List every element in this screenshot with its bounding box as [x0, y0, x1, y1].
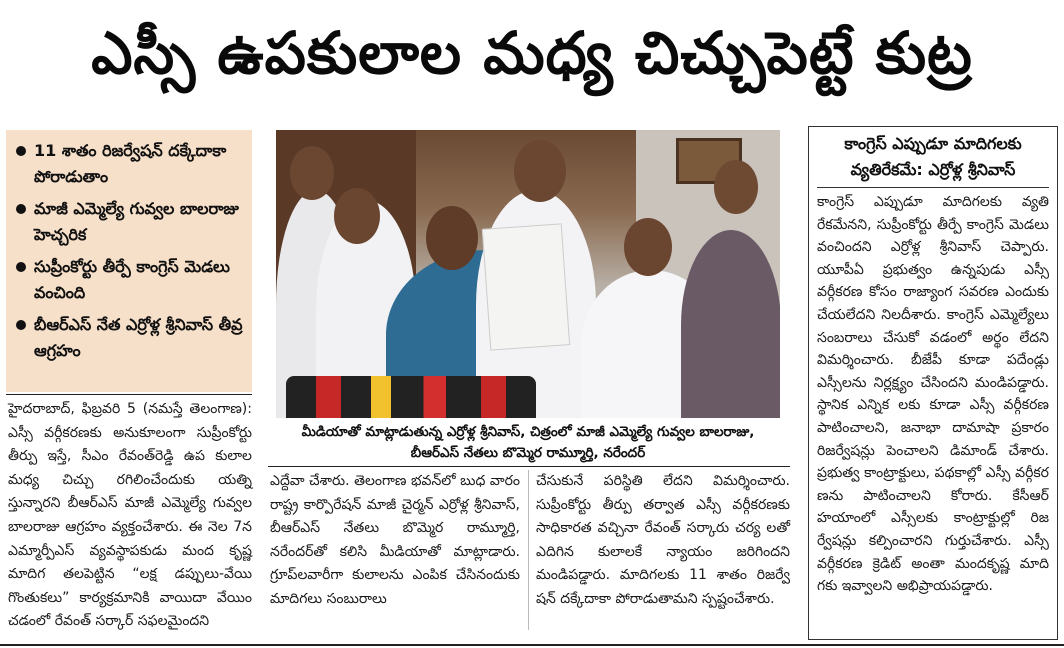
divider — [268, 466, 790, 467]
sidebar-box — [808, 126, 1058, 640]
bullet-icon — [16, 262, 26, 272]
divider — [817, 187, 1049, 188]
bullet-icon — [16, 146, 26, 156]
article-column-1: హైదరాబాద్, ఫిబ్రవరి 5 (నమస్తే తెలంగాణ): ఎస్సీ వర్గీకరణకు అనుకూలంగా సుప్రీంకోర్టు తీర్పు ఇస్తే, సీఎం రేవంత్‌రెడ్డి ఉప కులాల మధ్య చిచ్చు రగిలించేందుకు యత్ని స్తున్నారని బీఆర్ఎస్ మాజీ ఎమ్మెల్యే గువ్వల బాలరాజు ఆగ్రహం వ్యక్తంచేశారు. ఈ నెల 7న ఎమ్మార్పీఎస్ వ్యవస్థాపకుడు మంద కృష్ణ మాదిగ తలపెట్టిన “లక్ష డప్పులు-వేయి గొంతుకలు” కార్యక్రమానికి వాయిదా వేయిం చడంలో రేవంత్ సర్కార్ సఫలమైందని — [8, 401, 252, 630]
highlight-text: 11 శాతం రిజర్వేషన్ దక్కేదాకా పోరాడుతాం — [34, 141, 227, 186]
highlight-item — [16, 312, 246, 364]
bottom-rule — [0, 644, 1064, 646]
highlight-item — [16, 138, 246, 190]
highlight-item — [16, 254, 246, 306]
highlight-item — [16, 196, 246, 248]
divider — [6, 394, 252, 395]
bullet-icon — [16, 204, 26, 214]
article-column-2: ఎద్దేవా చేశారు. తెలంగాణ భవన్‌లో బుధ వారం రాష్ట్ర కార్పొరేషన్ మాజీ చైర్మన్ ఎర్రోళ్ల శ్రీనివాస్, బీఆర్ఎస్ నేతలు బొమ్మెర రామ్మూర్తి, నరేందర్‌తో కలిసి మీడియాతో మాట్లాడారు. గ్రూప్‌లవారీగా కులాలను ఎంపిక చేసినందుకు మాదిగలు సంబురాలు — [270, 473, 520, 607]
column-divider — [528, 470, 529, 630]
photo-caption: మీడియాతో మాట్లాడుతున్న ఎర్రోళ్ల శ్రీనివాస్, చిత్రంలో మాజీ ఎమ్మెల్యే గువ్వల బాలరాజు, బీఆర్ఎస్ నేతలు బొమ్మెర రామ్మూర్తి, నరేందర్ — [301, 424, 755, 461]
highlight-text: బీఆర్ఎస్ నేత ఎర్రోళ్ల శ్రీనివాస్ తీవ్ర ఆగ్రహం — [34, 315, 243, 360]
sidebar-title — [809, 131, 1057, 183]
highlight-text: సుప్రీంకోర్టు తీర్పే కాంగ్రెస్ మెడలు వంచింది — [34, 257, 230, 302]
sidebar-title-line: కాంగ్రెస్ ఎప్పుడూ మాదిగలకు — [844, 134, 1022, 153]
highlights-box — [6, 130, 252, 392]
sidebar-body: కాంగ్రెస్ ఎప్పుడూ మాదిగలకు వ్యతి రేకమేనని, సుప్రీంకోర్టు తీర్పే కాంగ్రెస్ మెడలు వంచిందని ఎర్రోళ్ల శ్రీనివాస్ చెప్పారు. యూపీఏ ప్రభుత్వం ఉన్నపుడు ఎస్సీ వర్గీకరణ కోసం రాజ్యాంగ సవరణ ఎందుకు చేయలేదని నిలదీశారు. కాంగ్రెస్ ఎమ్మెల్యేలు సంబరాలు చేసుకో వడంలో అర్థం లేదని విమర్శించారు. బీజేపీ కూడా పదేండ్లు ఎస్సీలను నిర్లక్ష్యం చేసిందని మండిపడ్డారు. స్థానిక ఎన్నిక లకు కూడా ఎస్సీ వర్గీకరణ పాటించాలని, జనాభా దామాషా ప్రకారం రిజర్వేషన్లు పెంచాలని డిమాండ్ చేశారు. ప్రభుత్వ కాంట్రాక్టులు, పథకాల్లో ఎస్సీ వర్గీకర ణను పాటించాలని కోరారు. కేసీఆర్ హయాంలో ఎస్సీలకు కాంట్రాక్టుల్లో రిజ ర్వేషన్లు కల్పించారని గుర్తుచేశారు. ఎస్సీ వర్గీకరణ క్రెడిట్ అంతా మందకృష్ణ మాది గకు ఇవ్వాలని అభిప్రాయపడ్డారు. — [817, 194, 1049, 595]
press-meet-photo — [276, 130, 780, 418]
bullet-icon — [16, 320, 26, 330]
article-column-3: చేసుకునే పరిస్థితి లేదని విమర్శించారు. సుప్రీంకోర్టు తీర్పు తర్వాత ఎస్సీ వర్గీకరణకు సాధికారత వచ్చినా రేవంత్ సర్కారు చర్య లతో ఎదిగిన కులాలకే న్యాయం జరిగిందని మండిపడ్డారు. మాదిగలకు 11 శాతం రిజర్వే షన్ దక్కేదాకా పోరాడుతామని స్పష్టంచేశారు. — [536, 473, 790, 607]
sidebar-title-line: వ్యతిరేకమే: ఎర్రోళ్ల శ్రీనివాస్ — [850, 160, 1016, 179]
headline: ఎస్సీ ఉపకులాల మధ్య చిచ్చుపెట్టే కుట్ర — [91, 18, 973, 87]
highlight-text: మాజీ ఎమ్మెల్యే గువ్వల బాలరాజు హెచ్చరిక — [34, 199, 239, 244]
